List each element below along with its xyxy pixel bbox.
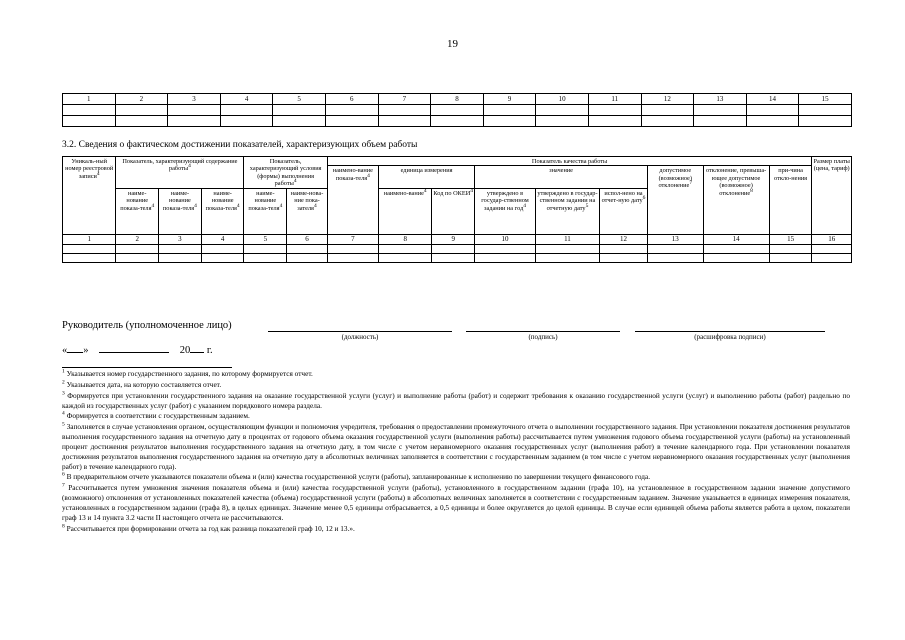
col-number: 13 — [648, 234, 704, 244]
page-number: 19 — [447, 38, 458, 50]
col-number: 14 — [746, 94, 799, 105]
col-number: 8 — [379, 234, 432, 244]
top-table — [62, 93, 852, 127]
table-row — [63, 253, 852, 262]
col-number: 5 — [244, 234, 287, 244]
position-line — [268, 331, 452, 332]
header-value-group: значение — [475, 166, 648, 188]
col-number: 9 — [432, 234, 475, 244]
header-content-indicator: Показатель, характеризующий содержание работы$^4$ — [116, 157, 244, 189]
col-number: 8 — [431, 94, 484, 105]
col-number: 2 — [115, 94, 168, 105]
footnote: $^5$ Заполняется в случае установления органом, осуществляющим функции и полномочия учредителя, требования о предоставлении промежуточного отчета о выполнении государственного задания. При установлении показателя достижения результатов выполнения государственного задания на отчетную дату в процентах от годового объема оказания государственной услуги (выполнения работы) рассчитывается путем умножения годового объема государственной услуги (работы) на установленный процент достижения результатов выполнения государственного задания на отчетную дату, в том числе с учетом неравномерного оказания государственных услуг (выполнения работ) в течение календарного года. При установлении показателя достижения результатов выполнения государственного задания на отчетную дату в абсолютных величинах заполняется в соответствии с государственным заданием (в том числе с учетом неравномерного оказания государственных услуг (выполнения работ) в течение календарного года). — [62, 421, 850, 471]
subheader-name: наиме-нова-ние пока-зателя$^4$ — [287, 188, 328, 234]
header-approved-date: утверждено в государ-ственном задании на отчетную дату$^5$ — [535, 188, 599, 234]
position-caption: (должность) — [341, 333, 379, 341]
header-unit-name: наимено-вание$^4$ — [379, 188, 432, 234]
col-number: 6 — [287, 234, 328, 244]
col-number: 4 — [201, 234, 244, 244]
header-exceeding-deviation: отклонение, превыша-ющее допустимое (возможное) отклонение$^8$ — [703, 166, 769, 234]
col-number: 6 — [325, 94, 378, 105]
date-line: « » 20 г. — [62, 345, 213, 356]
header-deviation-reason: при-чина откло-нения — [769, 166, 812, 234]
header-executed: испол-нено на отчет-ную дату$^6$ — [599, 188, 647, 234]
col-number: 11 — [588, 94, 641, 105]
header-conditions-indicator: Показатель, характеризующий условия (формы) выполнения работы$^4$ — [244, 157, 327, 189]
table-header-row — [63, 94, 852, 105]
header-fee: Размер платы (цена, тариф) — [812, 157, 852, 235]
col-number: 11 — [535, 234, 599, 244]
footnotes — [62, 369, 850, 535]
footnote: $^1$ Указывается номер государственного задания, по которому формируется отчет. — [62, 368, 313, 378]
footnote: $^7$ Рассчитывается путем умножения значения показателя объема и (или) качества государственной услуги (работы), установленного в государственном задании (графа 10), на установленное в государственном задании значение допустимого (возможного) отклонения от установленных показателей качества (объема) государственной услуги (работы) в абсолютных величинах заполняется в соответствии с государственным заданием. Значение указывается в единицах измерения показателя, установленных в государственном задании (графа 8), в целых единицах. Значение менее 0,5 единицы отбрасывается, а 0,5 единицы и более округляется до целой единицы. В случае если единицей объема работы является работа в целом, показатели граф 13 и 14 пункта 3.2 части II настоящего отчета не рассчитываются. — [62, 482, 850, 522]
col-number: 1 — [63, 94, 116, 105]
header-allowed-deviation: допустимое (возможное) отклонение$^7$ — [648, 166, 704, 234]
col-number: 3 — [159, 234, 202, 244]
col-number: 16 — [812, 234, 852, 244]
col-number: 2 — [116, 234, 159, 244]
signature-label: Руководитель (уполномоченное лицо) — [62, 320, 232, 331]
footnote: $^8$ Рассчитывается при формировании отчета за год как разница показателей граф 10, 12 и 13.». — [62, 523, 355, 533]
header-quality-indicator: Показатель качества работы — [327, 157, 812, 166]
signature-line — [466, 331, 620, 332]
col-number: 15 — [799, 94, 852, 105]
volume-table — [62, 156, 852, 263]
table-number-row — [63, 234, 852, 244]
footnote: $^3$ Формируется при установлении государственного задания на оказание государственной услуги (услуг) и выполнение работы (работ) и содержит требования к оказанию государственной услуги (услуг) и выполнению работы (работ) раздельно по каждой из государственных услуг (работ) с указанием порядкового номера раздела. — [62, 390, 850, 410]
col-number: 9 — [483, 94, 536, 105]
table-row — [63, 116, 852, 127]
header-unit-group: единица измерения — [379, 166, 475, 188]
decoding-caption: (расшифровка подписи) — [694, 333, 766, 341]
col-number: 10 — [536, 94, 589, 105]
signature-caption: (подпись) — [528, 333, 558, 341]
col-number: 12 — [641, 94, 694, 105]
table-row — [63, 105, 852, 116]
footnote-rule — [62, 367, 232, 368]
footnote: $^4$ Формируется в соответствии с государственным заданием. — [62, 410, 250, 421]
col-number: 7 — [378, 94, 431, 105]
footnote: $^6$ В предварительном отчете указываются показатели объема и (или) качества государственной услуги (работы), запланированные к исполнению по завершении текущего финансового года. — [62, 472, 651, 482]
col-number: 10 — [475, 234, 536, 244]
col-number: 5 — [273, 94, 326, 105]
subheader-name: наиме-нование показа-теля$^4$ — [116, 188, 159, 234]
header-unique-number: Уникаль-ный номер реестровой записи$^4$ — [63, 157, 116, 235]
col-number: 12 — [599, 234, 647, 244]
col-number: 3 — [168, 94, 221, 105]
col-number: 13 — [694, 94, 747, 105]
header-approved-year: утверждено в государ-ственном задании на год$^4$ — [475, 188, 536, 234]
footnote: $^2$ Указывается дата, на которую составляется отчет. — [62, 379, 222, 389]
col-number: 15 — [769, 234, 812, 244]
header-okei-code: Код по ОКЕИ$^4$ — [432, 188, 475, 234]
table-row — [63, 244, 852, 253]
section-title: 3.2. Сведения о фактическом достижении показателей, характеризующих объем работы — [62, 140, 418, 150]
header-indicator-name: наимено-вание показа-теля$^4$ — [327, 166, 378, 234]
col-number: 14 — [703, 234, 769, 244]
col-number: 1 — [63, 234, 116, 244]
col-number: 7 — [327, 234, 378, 244]
subheader-name: наиме-нование показа-теля$^4$ — [159, 188, 202, 234]
subheader-name: наиме-нование показа-теля$^4$ — [244, 188, 287, 234]
col-number: 4 — [220, 94, 273, 105]
subheader-name: наиме-нование показа-теля$^4$ — [201, 188, 244, 234]
decoding-line — [635, 331, 825, 332]
